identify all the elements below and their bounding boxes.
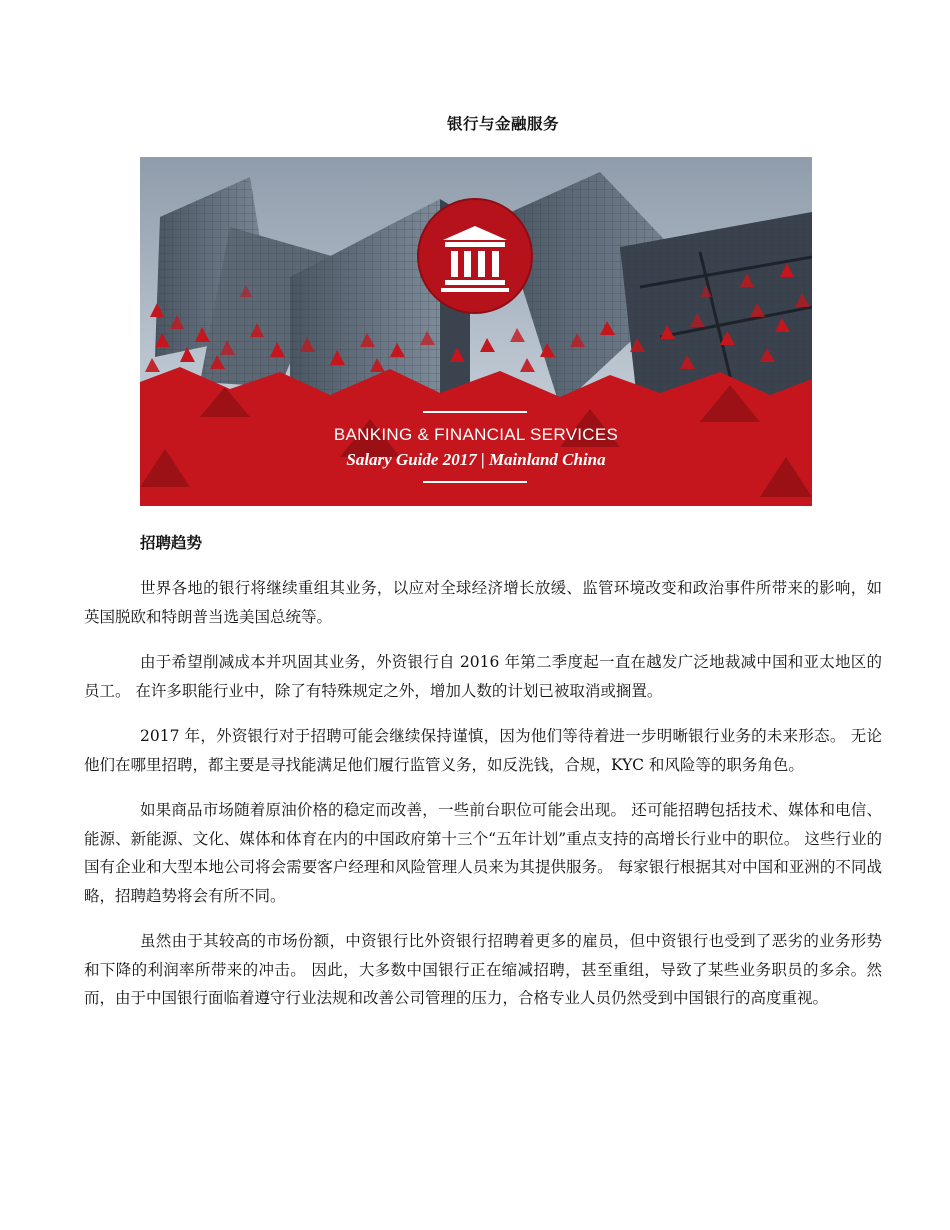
banner-rule-bottom — [423, 481, 527, 483]
paragraph: 虽然由于其较高的市场份额，中资银行比外资银行招聘着更多的雇员，但中资银行也受到了恶劣的业务形势和下降的利润率所带来的冲击。 因此，大多数中国银行正在缩减招聘，甚至重组，导致了某些业务职员的多余。然而，由于中国银行面临着遵守行业法规和改善公司管理的压力，合格专业人员仍然受到中国银行的高度重视。 — [84, 932, 882, 1007]
banner-rule-top — [423, 411, 527, 413]
paragraph: 2017 年，外资银行对于招聘可能会继续保持谨慎，因为他们等待着进一步明晰银行业务的未来形态。 无论他们在哪里招聘，都主要是寻找能满足他们履行监管义务，如反洗钱，合规，KYC 和风险等的职务角色。 — [84, 727, 882, 774]
page-title: 银行与金融服务 — [446, 115, 559, 133]
banner-image — [140, 157, 812, 506]
paragraph: 如果商品市场随着原油价格的稳定而改善，一些前台职位可能会出现。 还可能招聘包括技术、媒体和电信、能源、新能源、文化、媒体和体育在内的中国政府第十三个“五年计划”重点支持的高增长行业中的职位。 这些行业的国有企业和大型本地公司将会需要客户经理和风险管理人员来为其提供服务。 每家银行根据其对中国和亚洲的不同战略，招聘趋势将会有所不同。 — [84, 801, 882, 905]
section-heading: 招聘趋势 — [140, 534, 203, 552]
banner-subtitle: Salary Guide 2017 | Mainland China — [346, 450, 606, 469]
banner-title: BANKING & FINANCIAL SERVICES — [333, 425, 619, 444]
paragraph: 世界各地的银行将继续重组其业务，以应对全球经济增长放缓、监管环境改变和政治事件所带来的影响，如英国脱欧和特朗普当选美国总统等。 — [84, 579, 882, 626]
bank-building-icon — [418, 199, 532, 313]
body-text — [84, 574, 882, 1030]
paragraph: 由于希望削减成本并巩固其业务，外资银行自 2016 年第二季度起一直在越发广泛地裁减中国和亚太地区的员工。 在许多职能行业中，除了有特殊规定之外，增加人数的计划已被取消或搁置。 — [84, 653, 882, 700]
